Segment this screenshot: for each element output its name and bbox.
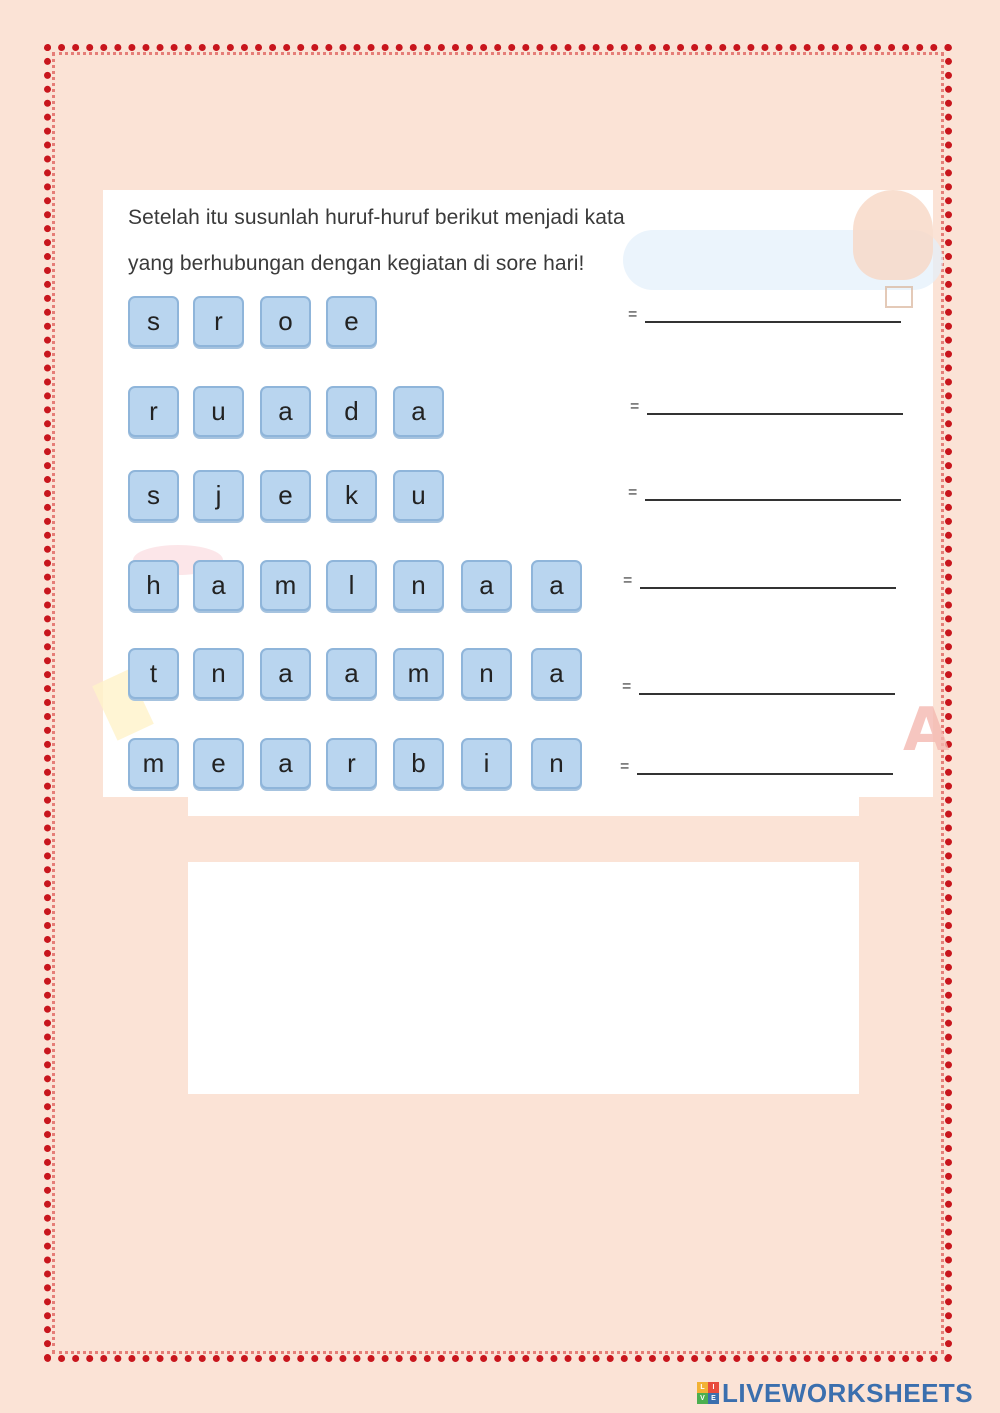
liveworksheets-icon	[697, 1382, 719, 1404]
answer-input-4[interactable]	[640, 571, 896, 589]
equals-sign: =	[628, 484, 638, 501]
answer-input-3[interactable]	[645, 483, 901, 501]
white-strip	[188, 797, 859, 816]
answer-input-5[interactable]	[639, 677, 895, 695]
letter-tile[interactable]: a	[260, 386, 311, 437]
letter-tile[interactable]: j	[193, 470, 244, 521]
answer-input-6[interactable]	[637, 757, 893, 775]
letter-tile[interactable]: m	[128, 738, 179, 789]
instruction-line-2: yang berhubungan dengan kegiatan di sore hari!	[128, 252, 585, 275]
letter-tile[interactable]: m	[393, 648, 444, 699]
letter-tile[interactable]: a	[531, 560, 582, 611]
letter-tile[interactable]: e	[260, 470, 311, 521]
letter-tile[interactable]: i	[461, 738, 512, 789]
letter-tile[interactable]: u	[393, 470, 444, 521]
letter-tile[interactable]: e	[193, 738, 244, 789]
answer-field-2	[630, 397, 903, 415]
letter-tile[interactable]: l	[326, 560, 377, 611]
balloon-decoration	[853, 190, 933, 280]
letter-tile[interactable]: k	[326, 470, 377, 521]
answer-field-6	[620, 757, 893, 775]
letter-tile[interactable]: u	[193, 386, 244, 437]
letter-tile[interactable]: n	[461, 648, 512, 699]
logo-letter: I	[708, 1382, 719, 1393]
equals-sign: =	[630, 398, 640, 415]
letter-tile[interactable]: s	[128, 296, 179, 347]
letter-tile[interactable]: r	[193, 296, 244, 347]
logo-letter: V	[697, 1393, 708, 1404]
letter-tile[interactable]: a	[531, 648, 582, 699]
answer-field-1	[628, 305, 901, 323]
instruction-line-1: Setelah itu susunlah huruf-huruf berikut menjadi kata	[128, 206, 625, 229]
letter-tile[interactable]: a	[461, 560, 512, 611]
letter-tile[interactable]: h	[128, 560, 179, 611]
letter-tile[interactable]: d	[326, 386, 377, 437]
equals-sign: =	[620, 758, 630, 775]
letter-tile[interactable]: s	[128, 470, 179, 521]
letter-tile[interactable]: b	[393, 738, 444, 789]
equals-sign: =	[622, 678, 632, 695]
logo-letter: E	[708, 1393, 719, 1404]
letter-tile[interactable]: a	[260, 648, 311, 699]
letter-tile[interactable]: a	[260, 738, 311, 789]
letter-tile[interactable]: o	[260, 296, 311, 347]
letter-tile[interactable]: e	[326, 296, 377, 347]
answer-input-1[interactable]	[645, 305, 901, 323]
letter-tile[interactable]: a	[393, 386, 444, 437]
worksheet-image	[103, 190, 950, 797]
letter-tile[interactable]: a	[193, 560, 244, 611]
letter-decoration: A	[903, 695, 950, 765]
brand-name: LIVEWORKSHEETS	[722, 1377, 974, 1408]
equals-sign: =	[623, 572, 633, 589]
letter-tile[interactable]: r	[128, 386, 179, 437]
letter-tile[interactable]: t	[128, 648, 179, 699]
answer-box[interactable]	[188, 862, 859, 1094]
letter-tile[interactable]: n	[393, 560, 444, 611]
liveworksheets-logo	[697, 1377, 974, 1408]
logo-letter: L	[697, 1382, 708, 1393]
letter-tile[interactable]: n	[531, 738, 582, 789]
equals-sign: =	[628, 306, 638, 323]
answer-field-4	[623, 571, 896, 589]
letter-tile[interactable]: m	[260, 560, 311, 611]
letter-tile[interactable]: a	[326, 648, 377, 699]
letter-tile[interactable]: r	[326, 738, 377, 789]
answer-field-5	[622, 677, 895, 695]
answer-field-3	[628, 483, 901, 501]
answer-input-2[interactable]	[647, 397, 903, 415]
letter-tile[interactable]: n	[193, 648, 244, 699]
